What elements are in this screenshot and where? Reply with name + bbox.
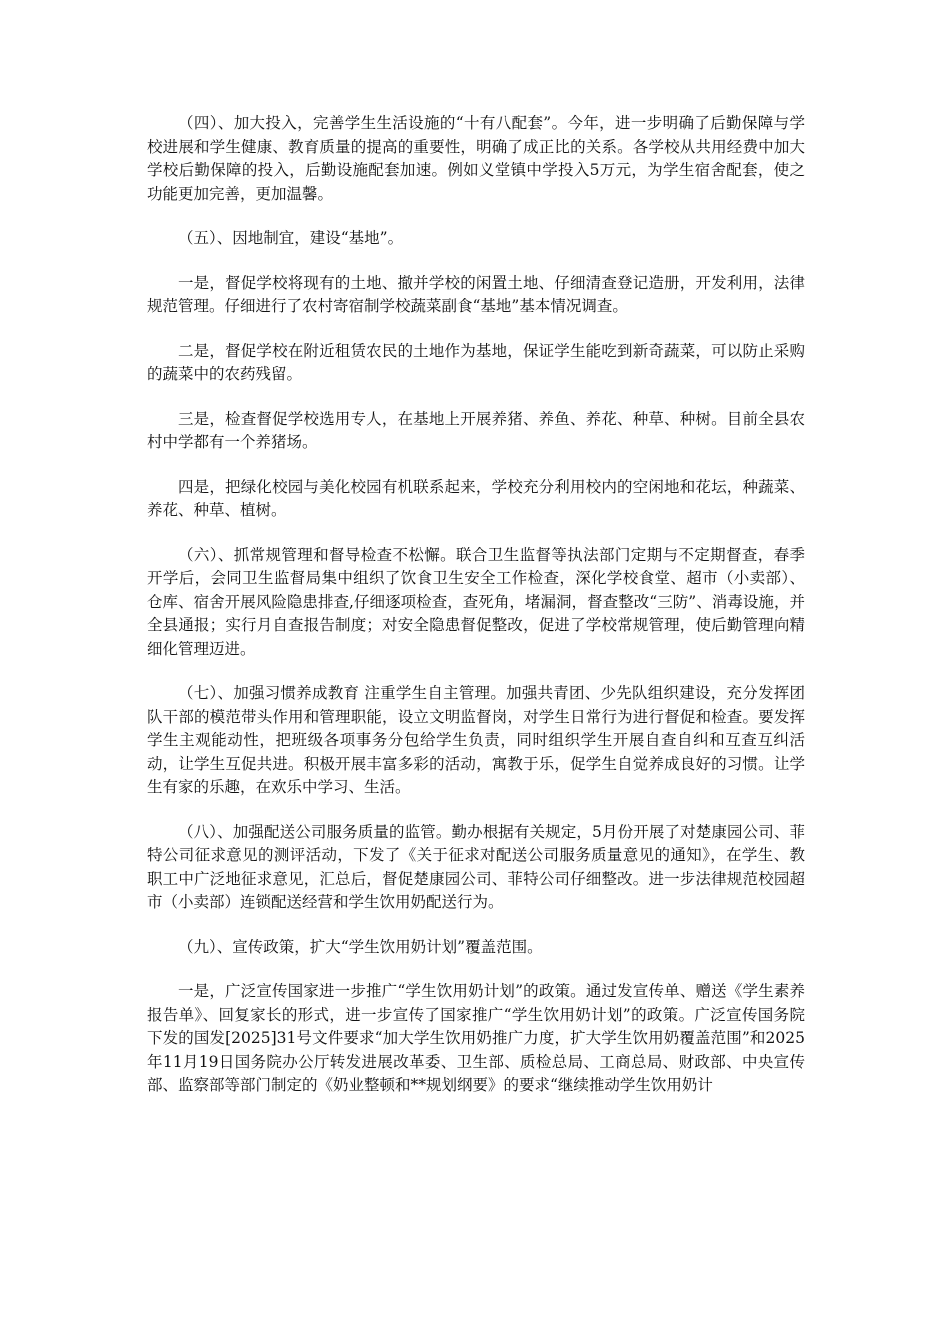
paragraph-section-5-heading: （五）、因地制宜，建设“基地”。 — [178, 229, 404, 247]
paragraph-section-9-heading: （九）、宣传政策，扩大“学生饮用奶计划”覆盖范围。 — [178, 937, 543, 956]
paragraph-section-5-item-4: 四是，把绿化校园与美化校园有机联系起来，学校充分利用校内的空闲地和花坛，种蔬菜、养花、种草、植树。 — [147, 477, 805, 519]
paragraph-section-5-item-3: 三是，检查督促学校选用专人，在基地上开展养猪、养鱼、养花、种草、种树。目前全县农村中学都有一个养猪场。 — [147, 409, 805, 451]
paragraph-section-5-item-2: 二是，督促学校在附近租赁农民的土地作为基地，保证学生能吃到新奇蔬菜，可以防止采购的蔬菜中的农药残留。 — [147, 341, 805, 383]
paragraph-section-9-item-1: 一是，广泛宣传国家进一步推广“学生饮用奶计划”的政策。通过发宣传单、赠送《学生素养报告单》、回复家长的形式，进一步宣传了国家推广“学生饮用奶计划”的政策。广泛宣传国务院下发的国发[2025]31号文件要求“加大学生饮用奶推广力度，扩大学生饮用奶覆盖范围”和2025年11月19日国务院办公厅转发进展改革委、卫生部、质检总局、工商总局、财政部、中央宣传部、监察部等部门制定的《奶业整顿和**规划纲要》的要求“继续推动学生饮用奶计 — [147, 982, 805, 1094]
paragraph-section-6: （六）、抓常规管理和督导检查不松懈。联合卫生监督等执法部门定期与不定期督查，春季开学后，会同卫生监督局集中组织了饮食卫生安全工作检查，深化学校食堂、超市（小卖部）、仓库、宿舍开展风险隐患排查,仔细逐项检查，查死角，堵漏洞，督查整改“三防”、消毒设施，并全县通报；实行月自查报告制度；对安全隐患督促整改，促进了学校常规管理，使后勤管理向精细化管理迈进。 — [147, 545, 805, 658]
document-page — [147, 112, 805, 1119]
paragraph-section-8: （八）、加强配送公司服务质量的监管。勤办根据有关规定，5月份开展了对楚康园公司、菲特公司征求意见的测评活动，下发了《关于征求对配送公司服务质量意见的通知》，在学生、教职工中广泛地征求意见，汇总后，督促楚康园公司、菲特公司仔细整改。进一步法律规范校园超市（小卖部）连锁配送经营和学生饮用奶配送行为。 — [147, 822, 805, 911]
paragraph-section-4: （四）、加大投入，完善学生生活设施的“十有八配套”。今年，进一步明确了后勤保障与学校进展和学生健康、教育质量的提高的重要性，明确了成正比的关系。各学校从共用经费中加大学校后勤保障的投入，后勤设施配套加速。例如义堂镇中学投入5万元，为学生宿舍配套，使之功能更加完善，更加温馨。 — [147, 114, 805, 203]
paragraph-section-7: （七）、加强习惯养成教育 注重学生自主管理。加强共青团、少先队组织建设，充分发挥团队干部的模范带头作用和管理职能，设立文明监督岗，对学生日常行为进行督促和检查。要发挥学生主观能动性，把班级各项事务分包给学生负责，同时组织学生开展自查自纠和互查互纠活动，让学生互促共进。积极开展丰富多彩的活动，寓教于乐，促学生自觉养成良好的习惯。让学生有家的乐趣，在欢乐中学习、生活。 — [147, 684, 805, 796]
paragraph-section-5-item-1: 一是，督促学校将现有的土地、撤并学校的闲置土地、仔细清查登记造册，开发利用，法律规范管理。仔细进行了农村寄宿制学校蔬菜副食“基地”基本情况调查。 — [147, 273, 805, 315]
